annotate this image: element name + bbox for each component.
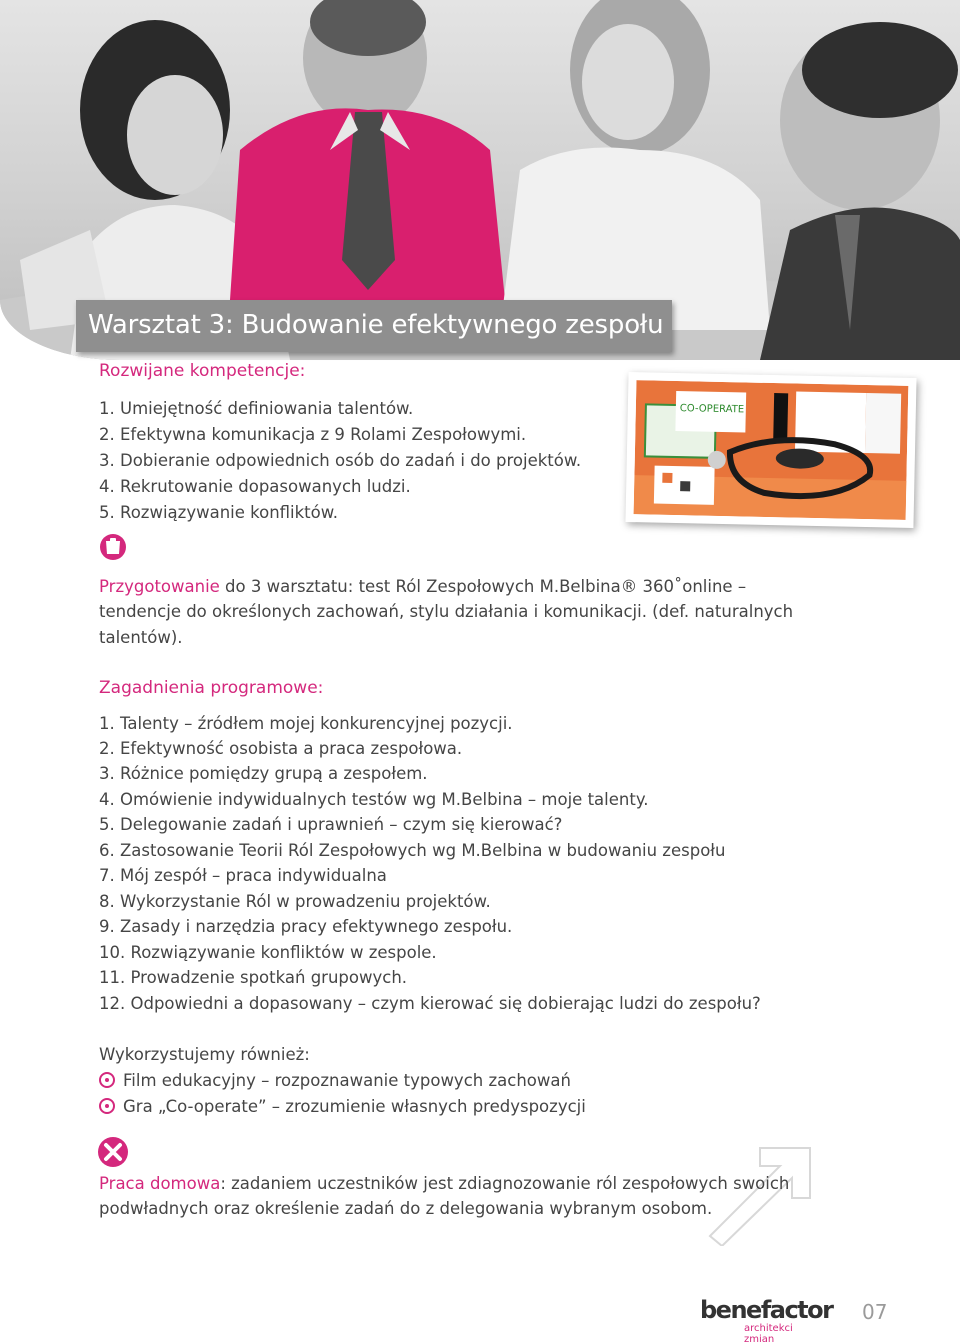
clipboard-icon [98, 532, 128, 560]
competency-item-4: 4. Rekrutowanie dopasowanych ludzi. [99, 477, 411, 496]
benefactor-logo [700, 1296, 833, 1342]
competency-item-5: 5. Rozwiązywanie konfliktów. [99, 503, 338, 522]
target-bullet-icon [99, 1072, 115, 1088]
cooperate-game-illustration [634, 380, 909, 520]
page-number: 07 [862, 1300, 888, 1324]
homework-text-1: : zadaniem uczestników jest zdiagnozowanie ról zespołowych swoich [220, 1174, 790, 1193]
homework-line-2: podwładnych oraz określenie zadań do z delegowania wybranym osobom. [99, 1199, 713, 1218]
also-item-2-text: Gra „Co-operate” – zrozumienie własnych predyspozycji [123, 1097, 586, 1116]
program-item-2: 2. Efektywność osobista a praca zespołowa. [99, 739, 463, 758]
competency-item-2: 2. Efektywna komunikacja z 9 Rolami Zespołowymi. [99, 425, 527, 444]
also-item-2 [99, 1094, 586, 1120]
program-item-12: 12. Odpowiedni a dopasowany – czym kierować się dobierając ludzi do zespołu? [99, 994, 761, 1013]
program-heading: Zagadnienia programowe: [99, 678, 324, 698]
program-item-7: 7. Mój zespół – praca indywidualna [99, 866, 387, 885]
program-item-4: 4. Omówienie indywidualnych testów wg M.Belbina – moje talenty. [99, 790, 649, 809]
product-photo [625, 372, 916, 528]
competency-item-1: 1. Umiejętność definiowania talentów. [99, 399, 414, 418]
also-item-1 [99, 1068, 571, 1094]
program-item-1: 1. Talenty – źródłem mojej konkurencyjnej pozycji. [99, 714, 513, 733]
program-item-5: 5. Delegowanie zadań i uprawnień – czym się kierować? [99, 815, 563, 834]
title-band [76, 300, 672, 352]
program-item-10: 10. Rozwiązywanie konfliktów w zespole. [99, 943, 437, 962]
also-item-1-text: Film edukacyjny – rozpoznawanie typowych zachowań [123, 1071, 571, 1090]
program-item-9: 9. Zasady i narzędzia pracy efektywnego zespołu. [99, 917, 513, 936]
program-item-11: 11. Prowadzenie spotkań grupowych. [99, 968, 408, 987]
product-box-label: CO-OPERATE [679, 403, 745, 416]
homework-lead: Praca domowa [99, 1174, 221, 1193]
target-bullet-icon [99, 1098, 115, 1114]
preparation-lead: Przygotowanie [99, 577, 220, 596]
also-heading: Wykorzystujemy również: [99, 1045, 310, 1064]
logo-tagline: architekci zmian [744, 1323, 793, 1342]
tools-icon [97, 1136, 129, 1168]
preparation-line-2: tendencje do określonych zachowań, stylu działania i komunikacji. (def. naturalnych [99, 602, 794, 621]
homework-line-1 [99, 1171, 789, 1197]
logo-wordmark: benefactor [700, 1296, 833, 1324]
page-title: Warsztat 3: Budowanie efektywnego zespołu [88, 310, 664, 340]
preparation-line-1 [99, 574, 746, 600]
program-item-8: 8. Wykorzystanie Ról w prowadzeniu projektów. [99, 892, 491, 911]
competency-item-3: 3. Dobieranie odpowiednich osób do zadań i do projektów. [99, 451, 582, 470]
program-item-3: 3. Różnice pomiędzy grupą a zespołem. [99, 764, 428, 783]
competencies-heading: Rozwijane kompetencje: [99, 361, 306, 381]
preparation-text-1: do 3 warsztatu: test Ról Zespołowych M.Belbina® 360˚online – [219, 577, 747, 596]
program-item-6: 6. Zastosowanie Teorii Ról Zespołowych wg M.Belbina w budowaniu zespołu [99, 841, 726, 860]
preparation-line-3: talentów). [99, 628, 183, 647]
